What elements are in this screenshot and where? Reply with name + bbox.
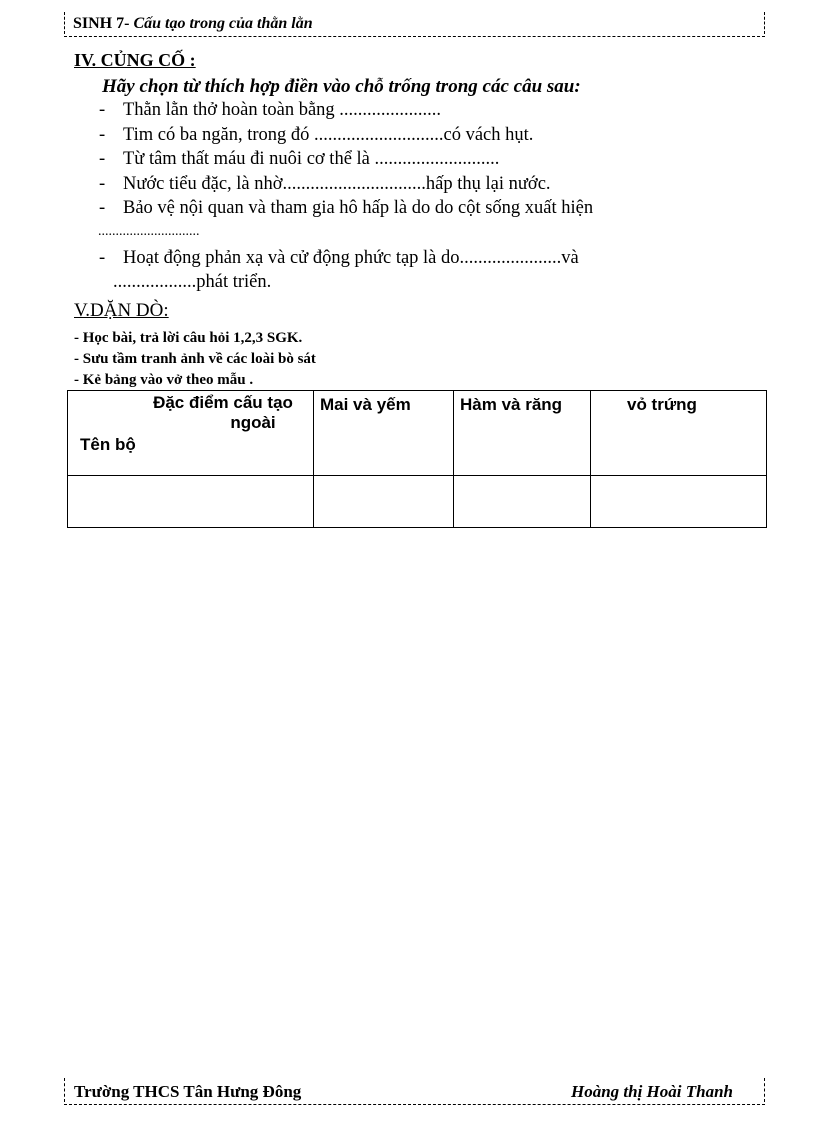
table-header-cell: vỏ trứng: [591, 391, 767, 476]
todo-line-2: - Sưu tầm tranh ảnh về các loài bò sát: [74, 351, 316, 367]
section-4-heading: IV. CỦNG CỐ :: [74, 50, 196, 70]
fill-item-5-continuation: .............................: [98, 224, 200, 239]
page-footer: [64, 1078, 765, 1105]
table-header-cell: Mai và yếm: [314, 391, 454, 476]
fill-item-text: Bảo vệ nội quan và tham gia hô hấp là do do cột sống xuất hiện: [123, 198, 594, 218]
fill-item-3: - Từ tâm thất máu đi nuôi cơ thể là ...........................: [99, 149, 500, 169]
header-right-border: [764, 12, 765, 34]
todo-line-3: - Kẻ bảng vào vở theo mẫu .: [74, 372, 254, 388]
corner-bottom-label: Tên bộ: [80, 435, 136, 454]
page-header: [64, 10, 765, 37]
footer-right-border: [764, 1078, 765, 1102]
section-4-instruction: Hãy chọn từ thích hợp điền vào chỗ trống trong các câu sau:: [102, 76, 581, 97]
fill-item-2: - Tim có ba ngăn, trong đó ............................có vách hụt.: [99, 125, 534, 145]
corner-top-label: Đặc điểm cấu tạo ngoài: [153, 393, 293, 432]
fill-item-4: - Nước tiểu đặc, là nhờ...............................hấp thụ lại nước.: [99, 174, 551, 194]
fill-item-1: - Thằn lằn thở hoàn toàn bằng ......................: [99, 100, 442, 120]
header-title: Cấu tạo trong của thằn lằn: [133, 15, 313, 32]
table-row: [68, 476, 767, 528]
table-cell[interactable]: [314, 476, 454, 528]
header-text: [73, 15, 313, 33]
section-5-heading: V.DẶN DÒ:: [74, 300, 169, 321]
fill-item-6: - Hoạt động phản xạ và cử động phức tạp là do......................và: [99, 248, 579, 268]
fill-item-text: Hoạt động phản xạ và cử động phức tạp là do......................và: [123, 248, 579, 268]
table-cell[interactable]: [591, 476, 767, 528]
footer-author: Hoàng thị Hoài Thanh: [570, 1082, 733, 1101]
fill-item-text: Thằn lằn thở hoàn toàn bằng ......................: [123, 100, 442, 120]
fill-item-6-continuation: ..................phát triển.: [113, 272, 272, 292]
footer-school: Trường THCS Tân Hưng Đông: [74, 1082, 302, 1101]
table-cell[interactable]: [454, 476, 591, 528]
table-cell[interactable]: [68, 476, 314, 528]
table-header-cell: Hàm và răng: [454, 391, 591, 476]
table-header-row: [68, 391, 767, 476]
header-left-border: [64, 12, 65, 34]
header-subject: SINH 7-: [73, 15, 130, 32]
fill-item-text: Tim có ba ngăn, trong đó ............................có vách hụt.: [123, 125, 534, 145]
classification-table: [67, 390, 767, 528]
fill-item-5: - Bảo vệ nội quan và tham gia hô hấp là do do cột sống xuất hiện: [99, 198, 594, 218]
fill-item-text: Từ tâm thất máu đi nuôi cơ thể là ...........................: [123, 149, 500, 169]
todo-line-1: - Học bài, trả lời câu hỏi 1,2,3 SGK.: [74, 330, 303, 346]
footer-left-border: [64, 1078, 65, 1102]
table-corner-cell: [68, 391, 314, 476]
fill-item-text: Nước tiểu đặc, là nhờ...............................hấp thụ lại nước.: [123, 174, 551, 194]
